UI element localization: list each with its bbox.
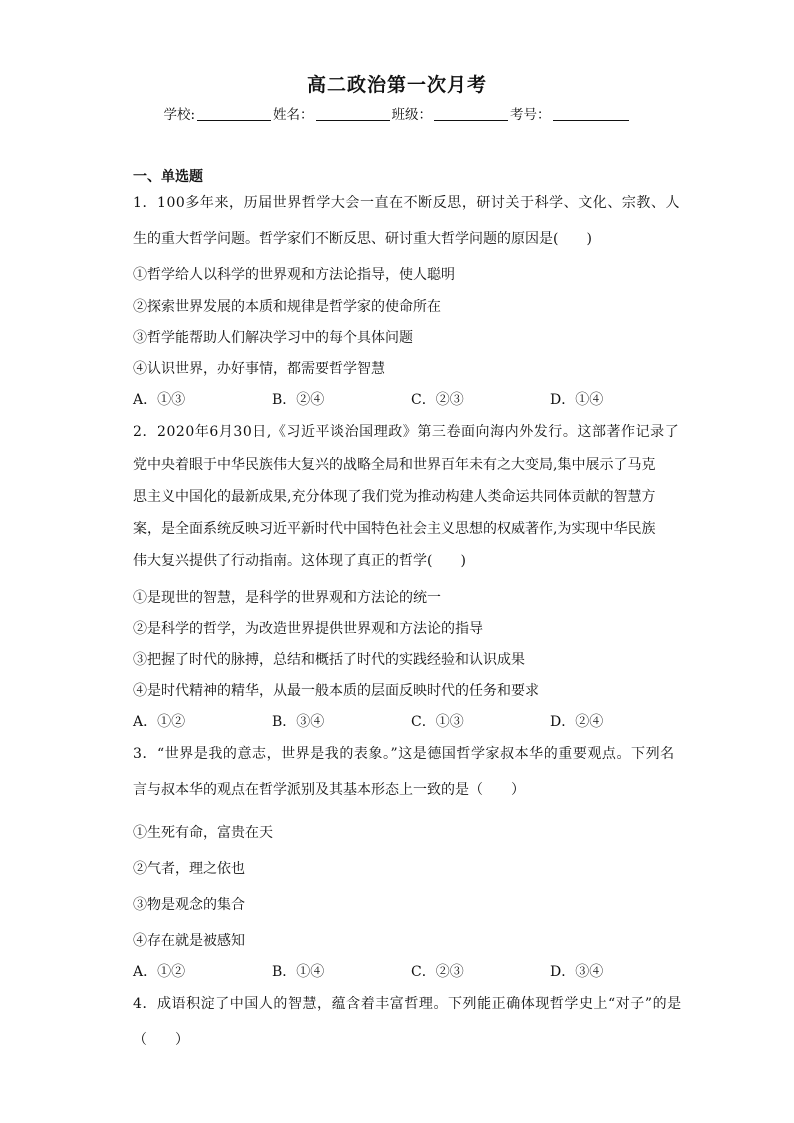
question-2-option: ①是现世的智慧，是科学的世界观和方法论的统一 [133, 590, 441, 606]
question-3-stem-line: 言与叔本华的观点在哲学派别及其基本形态上一致的是（ ） [133, 782, 525, 798]
question-2-stem-line: 党中央着眼于中华民族伟大复兴的战略全局和世界百年未有之大变局,集中展示了马克 [133, 457, 656, 473]
question-1-stem-line: 生的重大哲学问题。哲学家们不断反思、研讨重大哲学问题的原因是( ) [133, 231, 592, 247]
choice-d[interactable]: D．③④ [550, 964, 604, 980]
question-1-option: ④认识世界，办好事情，都需要哲学智慧 [133, 361, 385, 377]
choice-b[interactable]: B．①④ [272, 964, 325, 980]
choice-c[interactable]: C．①③ [411, 714, 464, 730]
choice-d[interactable]: D．②④ [550, 714, 604, 730]
question-1-option: ①哲学给人以科学的世界观和方法论指导，使人聪明 [133, 267, 455, 283]
question-2-stem-line: 思主义中国化的最新成果,充分体现了我们党为推动构建人类命运共同体贡献的智慧方 [133, 489, 656, 505]
question-3-stem-line: 3．“世界是我的意志，世界是我的表象。”这是德国哲学家叔本华的重要观点。下列名 [133, 746, 675, 762]
question-1-option: ②探索世界发展的本质和规律是哲学家的使命所在 [133, 299, 441, 315]
section-heading: 一、单选题 [133, 169, 203, 185]
choice-a[interactable]: A．①③ [133, 392, 186, 408]
question-2-stem-line: 2．2020年6月30日,《习近平谈治国理政》第三卷面向海内外发行。这部著作记录了 [133, 424, 680, 440]
student-info-row [0, 103, 794, 123]
exam-number-blank[interactable] [553, 106, 629, 121]
school-blank[interactable] [197, 106, 271, 121]
choice-a[interactable]: A．①② [133, 964, 186, 980]
choice-b[interactable]: B．③④ [272, 714, 325, 730]
question-2-stem-line: 案，是全面系统反映习近平新时代中国特色社会主义思想的权威著作,为实现中华民族 [133, 521, 656, 537]
question-2-stem-line: 伟大复兴提供了行动指南。这体现了真正的哲学( ) [133, 553, 466, 569]
choice-a[interactable]: A．①② [133, 714, 186, 730]
choice-c[interactable]: C．②③ [411, 964, 464, 980]
exam-number-label: 考号： [510, 107, 551, 123]
class-label: 班级： [391, 107, 433, 123]
choice-d[interactable]: D．①④ [550, 392, 604, 408]
name-label: 姓名： [273, 107, 314, 123]
choice-b[interactable]: B．②④ [272, 392, 325, 408]
question-2-option: ③把握了时代的脉搏，总结和概括了时代的实践经验和认识成果 [133, 652, 525, 668]
question-2-option: ④是时代精神的精华，从最一般本质的层面反映时代的任务和要求 [133, 683, 539, 699]
question-2-option: ②是科学的哲学，为改造世界提供世界观和方法论的指导 [133, 621, 483, 637]
class-blank[interactable] [434, 106, 508, 121]
question-3-option: ④存在就是被感知 [133, 933, 245, 949]
question-1-stem-line: 1．100多年来，历届世界哲学大会一直在不断反思，研讨关于科学、文化、宗教、人 [133, 195, 681, 211]
question-1-option: ③哲学能帮助人们解决学习中的每个具体问题 [133, 330, 413, 346]
page-title: 高二政治第一次月考 [306, 74, 487, 96]
question-3-option: ③物是观念的集合 [133, 897, 245, 913]
question-4-stem-line: 4．成语积淀了中国人的智慧，蕴含着丰富哲理。下列能正确体现哲学史上“对子”的是 [133, 996, 682, 1012]
name-blank[interactable] [316, 106, 390, 121]
question-4-stem-line: （ ） [133, 1032, 189, 1048]
question-3-option: ②气者，理之依也 [133, 861, 245, 877]
choice-c[interactable]: C．②③ [411, 392, 464, 408]
school-label: 学校: [163, 107, 196, 123]
question-3-option: ①生死有命，富贵在天 [133, 825, 273, 841]
